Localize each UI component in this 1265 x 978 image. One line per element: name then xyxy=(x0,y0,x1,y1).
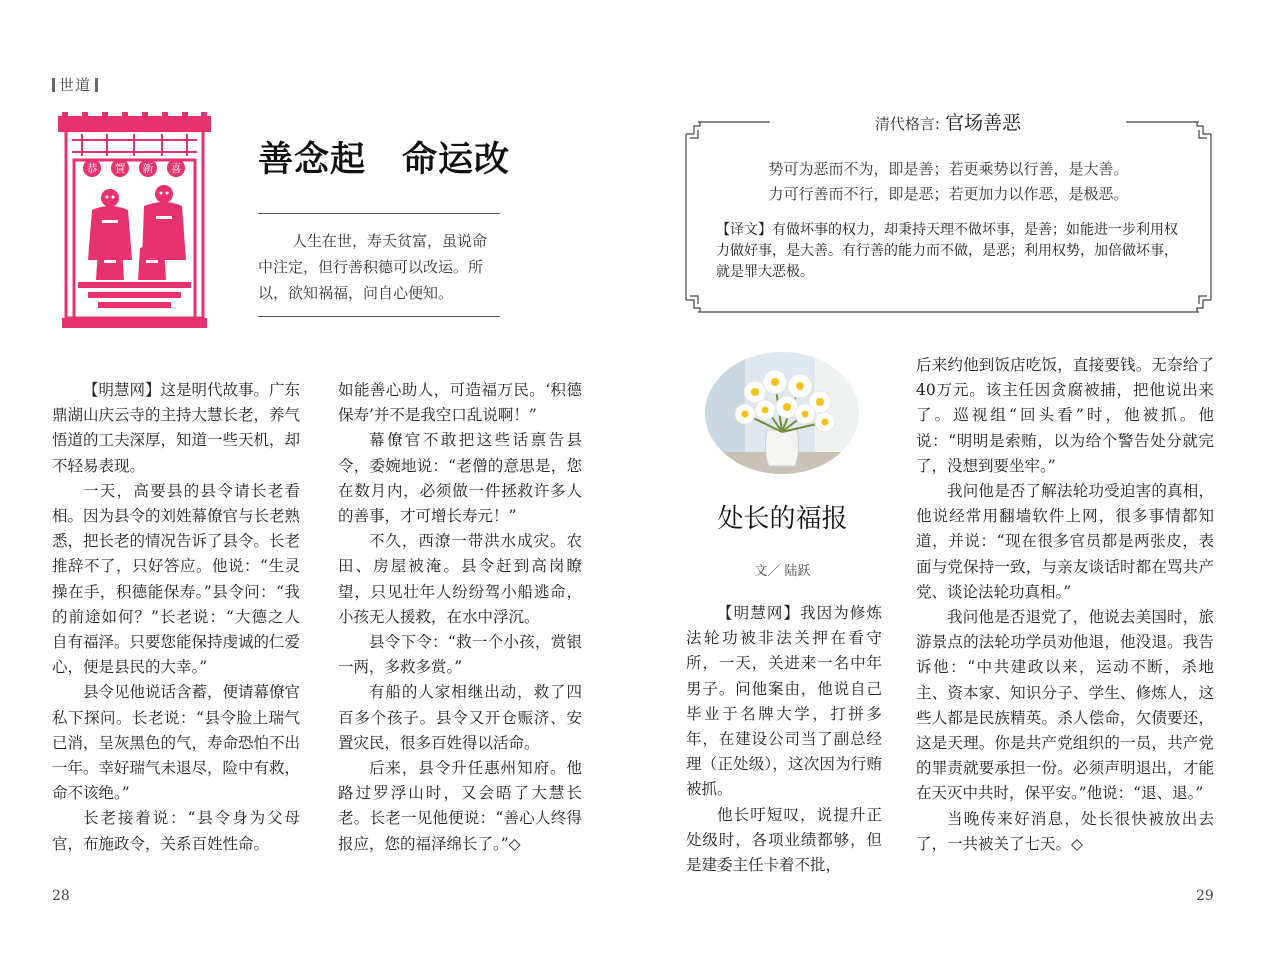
svg-text:恭: 恭 xyxy=(86,162,98,175)
divider-bar xyxy=(52,78,55,92)
paragraph: 我问他是否退党了，他说去美国时，旅游景点的法轮功学员劝他退，他没退。我告诉他：“中共建政以来，运动不断，杀地主、资本家、知识分子、学生、修炼人，这些人都是民族精英。杀人偿命，欠债要还，这是天理。你是共产党组织的一员，共产党的罪责就要承担一份。必须声明退出，才能在天灭中共时，保平安。”他说：“退、退。” xyxy=(916,608,1214,803)
paragraph: 后来约他到饭店吃饭，直接要钱。无奈给了40万元。该主任因贪腐被捕，把他说出来了。巡视组“回头看”时，他被抓。他说：“明明是索贿，以为给个警告处分就完了，没想到要坐牢。” xyxy=(916,356,1214,475)
article-intro: 人生在世，寿夭贫富，虽说命中注定，但行善积德可以改运。所以，欲知祸福，问自心便知。 xyxy=(258,232,488,302)
papercut-ornament-icon xyxy=(52,110,217,332)
article-title: 善念起 命运改 xyxy=(258,140,511,180)
maxim-heading xyxy=(770,108,1126,135)
maxim-line: 势可为恶而不为，即是善；若更乘势以行善，是大善。 xyxy=(768,160,1129,178)
left-body-column-1 xyxy=(52,378,300,857)
page-number-left: 28 xyxy=(52,888,70,904)
paragraph: 县令下令：“救一个小孩，赏银一两，多救多赏。” xyxy=(338,633,582,677)
maxim-title: 官场善恶 xyxy=(945,112,1022,134)
paragraph: 当晚传来好消息，处长很快被放出去了，一共被关了七天。◇ xyxy=(916,809,1214,853)
title-top-rule xyxy=(258,213,500,214)
byline: 文／ 陆跃 xyxy=(754,564,811,579)
intro-bottom-rule xyxy=(258,316,500,317)
maxim-translation: 【译文】有做坏事的权力，却秉持天理不做坏事，是善；如能进一步利用权力做好事，是大善。有行善的能力而不做，是恶；利用权势，加倍做坏事，就是罪大恶极。 xyxy=(716,222,1178,280)
paragraph: 后来，县令升任惠州知府。他路过罗浮山时，又会晤了大慧长老。长老一见他便说：“善心人终得报应，您的福泽绵长了。”◇ xyxy=(338,759,582,853)
paragraph: 县令见他说话含蓄，便请幕僚官私下探问。长老说：“县令脸上瑞气已消，呈灰黑色的气，寿命恐怕不出一年。幸好瑞气未退尽，险中有救，命不该绝。” xyxy=(52,683,301,803)
paragraph: 我问他是否了解法轮功受迫害的真相，他说经常用翻墙软件上网，很多事情都知道，并说：“现在很多官员都是两张皮，表面与党保持一致，与亲友谈话时都在骂共产党、谈论法轮功真相。” xyxy=(916,482,1214,601)
left-body-column-2 xyxy=(338,378,582,857)
right-body-column-2 xyxy=(916,353,1214,857)
paragraph: 一天，高要县的县令请长老看相。因为县令的刘姓幕僚官与长老熟悉，把长老的情况告诉了县令。长老推辞不了，只好答应。他说：“生灵操在手，积德能保寿。”县令问：“我的前途如何？”长老说：“大德之人自有福泽。只要您能保持虔诚的仁爱心，便是县民的大幸。” xyxy=(52,481,301,677)
right-body-column-1 xyxy=(686,601,882,878)
paragraph: 不久，西潦一带洪水成灾。农田、房屋被淹。县令赶到高岗瞭望，只见壮年人纷纷驾小船逃命，小孩无人援救，在水中浮沉。 xyxy=(338,532,582,626)
paragraph: 他长吁短叹，说提升正处级时，各项业绩都够，但是建委主任卡着不批， xyxy=(686,805,882,875)
daisy-vase-photo xyxy=(705,352,859,474)
maxim-line: 力可行善而不行，即是恶；若更加力以作恶，是极恶。 xyxy=(768,185,1129,203)
paragraph: 【明慧网】这是明代故事。广东鼎湖山庆云寺的主持大慧长老，养气悟道的工夫深厚，知道一些天机，却不轻易表现。 xyxy=(52,381,301,475)
svg-text:賀: 賀 xyxy=(114,162,126,175)
daisy-vase-icon xyxy=(705,352,859,474)
svg-text:新: 新 xyxy=(142,162,154,175)
section-label: 世道 xyxy=(59,76,92,94)
maxim-lines xyxy=(704,157,1193,207)
paragraph: 【明慧网】我因为修炼法轮功被非法关押在看守所，一天，关进来一名中年男子。问他案由，他说自己毕业于名牌大学，打拼多年，在建设公司当了副总经理（正处级），这次因为行贿被抓。 xyxy=(686,604,882,799)
article-title-right: 处长的福报 xyxy=(717,504,848,534)
svg-text:喜: 喜 xyxy=(170,162,182,175)
paragraph: 如能善心助人，可造福万民。‘积德保寿’并不是我空口乱说啊！” xyxy=(338,381,582,425)
paragraph: 长老接着说：“县令身为父母官，布施政令，关系百姓性命。 xyxy=(52,809,300,853)
section-tag xyxy=(48,74,102,95)
papercut-illustration xyxy=(52,110,217,332)
page-number-right: 29 xyxy=(1196,888,1214,904)
maxim-box xyxy=(684,120,1213,314)
maxim-label: 清代格言: xyxy=(874,115,940,133)
divider-bar xyxy=(95,78,98,92)
ornamental-frame-icon xyxy=(684,120,1213,314)
paragraph: 幕僚官不敢把这些话禀告县令，委婉地说：“老僧的意思是，您在数月内，必须做一件拯救许多人的善事，才可增长寿元！” xyxy=(338,431,582,526)
paragraph: 有船的人家相继出动，救了四百多个孩子。县令又开仓赈济、安置灾民，很多百姓得以活命。 xyxy=(338,683,582,752)
